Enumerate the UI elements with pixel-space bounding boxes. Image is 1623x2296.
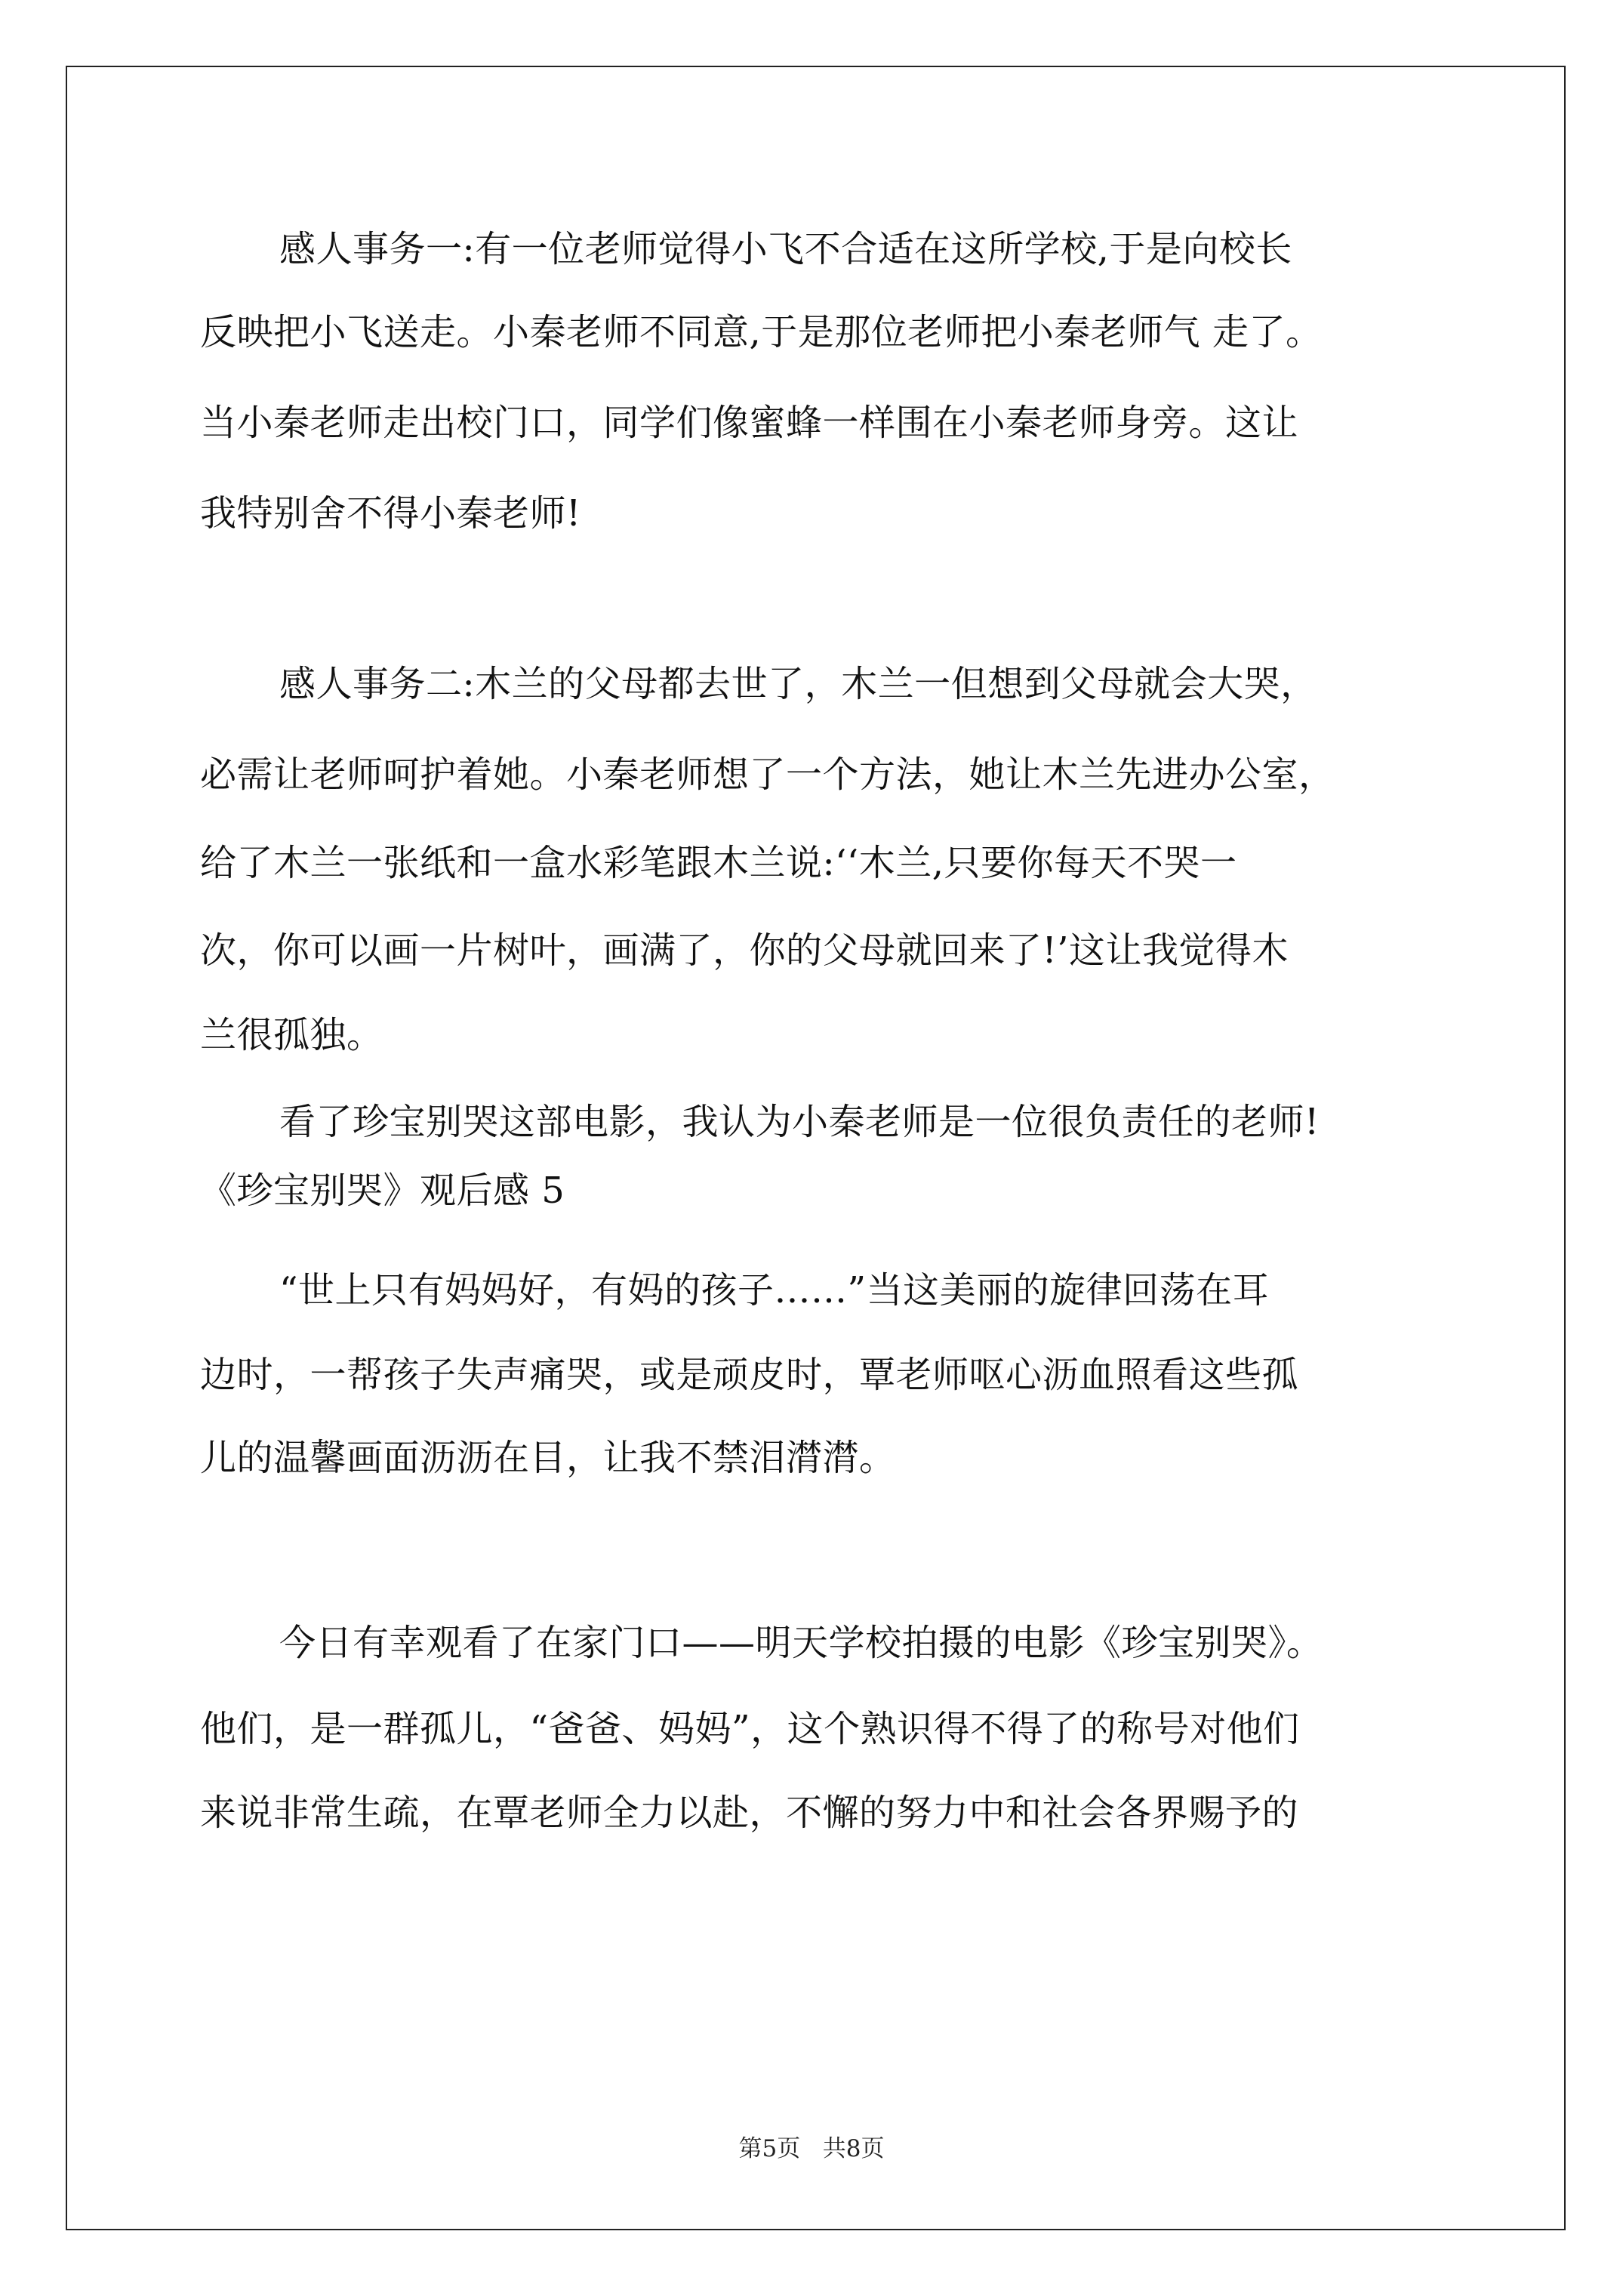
- section-title: 《珍宝别哭》观后感 5: [200, 1170, 565, 1212]
- paragraph-line: 儿的温馨画面沥沥在目，让我不禁泪潸潸。: [200, 1437, 896, 1479]
- paragraph-line: 反映把小飞送走。小秦老师不同意,于是那位老师把小秦老师气 走了。: [200, 311, 1323, 353]
- paragraph-line: “世上只有妈妈好，有妈的孩子……”当这美丽的旋律回荡在耳: [279, 1269, 1270, 1311]
- paragraph-line: 感人事务一:有一位老师觉得小飞不合适在这所学校,于是向校长: [279, 228, 1292, 270]
- paragraph-line: 当小秦老师走出校门口，同学们像蜜蜂一样围在小秦老师身旁。这让: [200, 402, 1299, 444]
- paragraph-line: 感人事务二:木兰的父母都去世了，木兰一但想到父母就会大哭，: [279, 663, 1317, 705]
- paragraph-line: 看了珍宝别哭这部电影，我认为小秦老师是一位很负责任的老师!: [279, 1101, 1320, 1143]
- paragraph-line: 今日有幸观看了在家门口——明天学校拍摄的电影《珍宝别哭》。: [279, 1622, 1323, 1664]
- paragraph-line: 必需让老师呵护着她。小秦老师想了一个方法，她让木兰先进办公室，: [200, 754, 1335, 796]
- paragraph-line: 给了木兰一张纸和一盒水彩笔跟木兰说:‘‘木兰,只要你每天不哭一: [200, 842, 1237, 884]
- page-footer: 第5页 共8页: [738, 2135, 885, 2162]
- paragraph-line: 边时，一帮孩子失声痛哭，或是顽皮时，覃老师呕心沥血照看这些孤: [200, 1354, 1299, 1396]
- paragraph-line: 次，你可以画一片树叶，画满了，你的父母就回来了!’这让我觉得木: [200, 929, 1289, 972]
- paragraph-line: 我特别舍不得小秦老师!: [200, 492, 581, 535]
- paragraph-line: 兰很孤独。: [200, 1014, 383, 1056]
- page-border: [66, 66, 1566, 2230]
- paragraph-line: 来说非常生疏，在覃老师全力以赴，不懈的努力中和社会各界赐予的: [200, 1792, 1299, 1834]
- paragraph-line: 他们，是一群孤儿，“爸爸、妈妈”，这个熟识得不得了的称号对他们: [200, 1708, 1300, 1750]
